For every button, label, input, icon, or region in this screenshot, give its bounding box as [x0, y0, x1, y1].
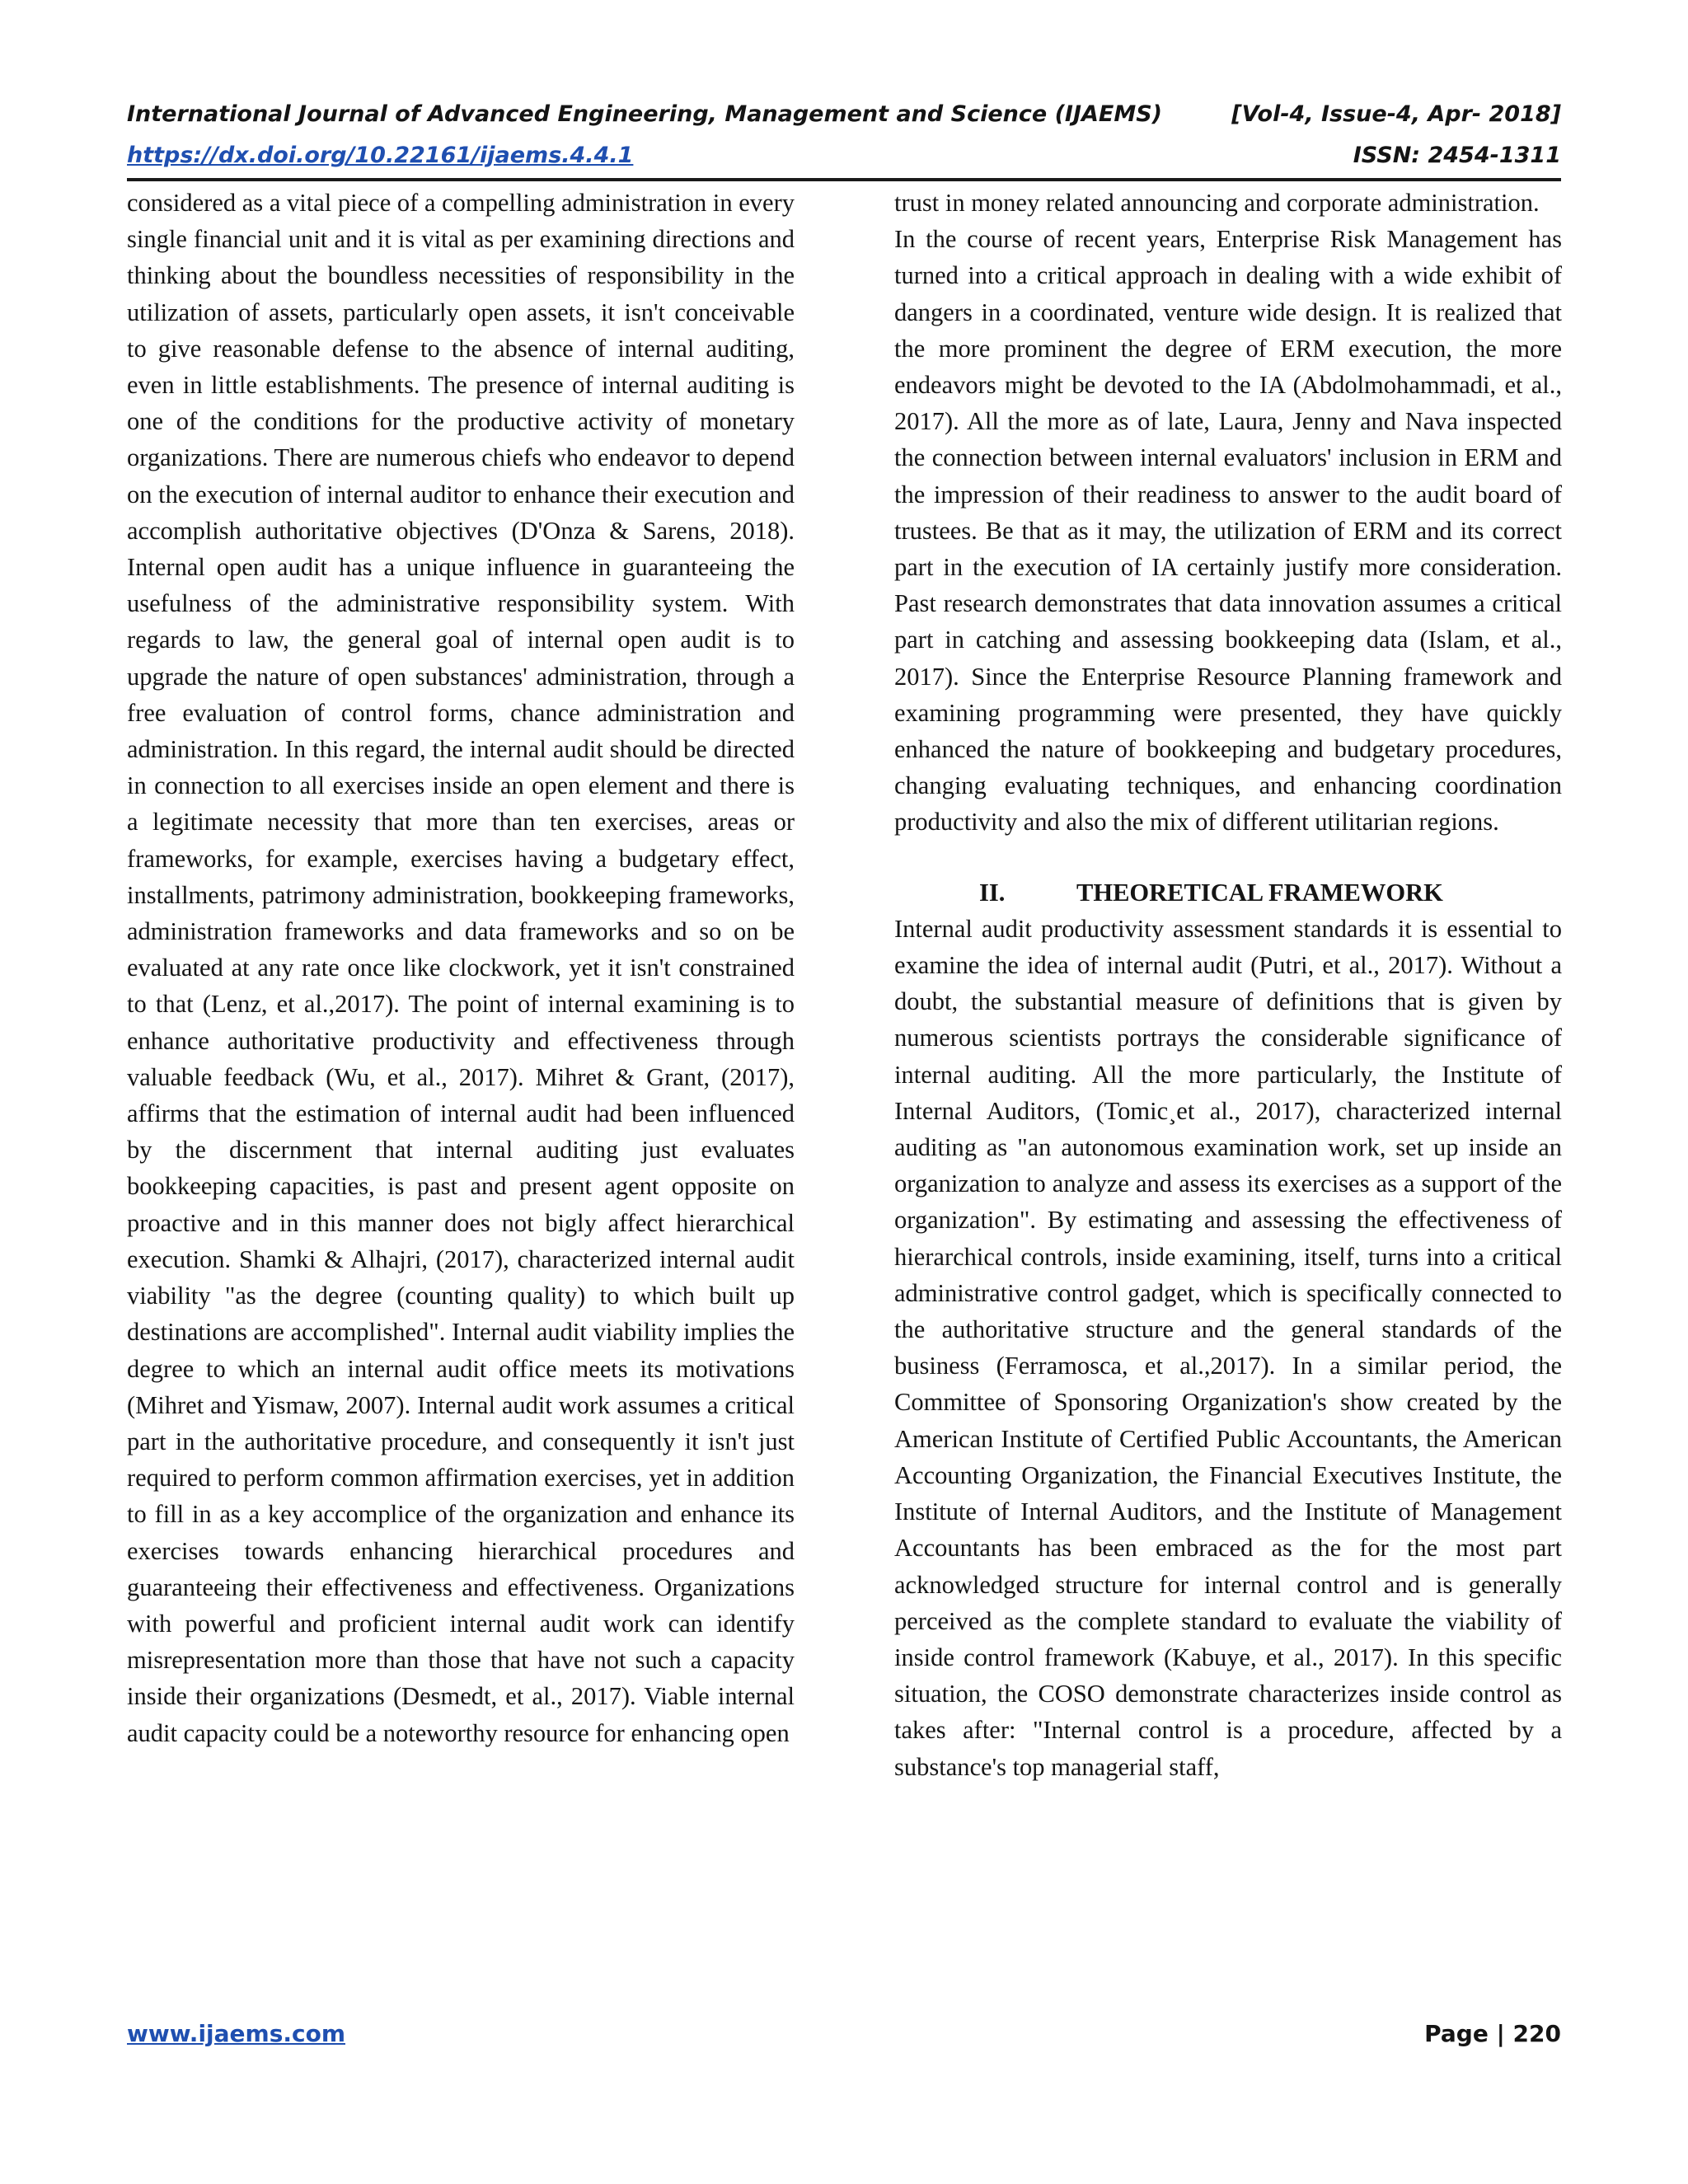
doi-header [127, 142, 1561, 170]
doi-link[interactable]: https://dx.doi.org/10.22161/ijaems.4.4.1 [127, 143, 634, 168]
body-paragraph: Internal audit productivity assessment standards it is essential to examine the idea of internal audit (Putri, et al., 2017). Without a doubt, the substantial measure of definitions that is given by numerous scientists portrays the considerable significance of internal auditing. All the more particularly, the Institute of Internal Auditors, (Tomic¸et al., 2017), characterized internal auditing as "an autonomous examination work, set up inside an organization to analyze and assess its exercises as a support of the organization". By estimating and assessing the effectiveness of hierarchical controls, inside examining, itself, turns into a critical administrative control gadget, which is specifically connected to the authoritative structure and the general standards of the business (Ferramosca, et al.,2017). In a similar period, the Committee of Sponsoring Organization's show created by the American Institute of Certified Public Accountants, the American Accounting Organization, the Financial Executives Institute, the Institute of Internal Auditors, and the Institute of Management Accountants has been embraced as the for the most part acknowledged structure for internal control and is generally perceived as the complete standard to evaluate the viability of inside control framework (Kabuye, et al., 2017). In this specific situation, the COSO demonstrate characterizes inside control as takes after: "Internal control is a procedure, affected by a substance's top managerial staff, [894, 914, 1562, 1781]
page-footer [127, 2019, 1561, 2049]
issue-info: [Vol-4, Issue-4, Apr- 2018] [1231, 101, 1561, 127]
website-link[interactable]: www.ijaems.com [127, 2020, 346, 2047]
journal-title: International Journal of Advanced Engineering, Management and Science (IJAEMS) [127, 101, 1163, 127]
body-paragraph: In the course of recent years, Enterprise Risk Management has turned into a critical approach in dealing with a wide exhibit of dangers in a coordinated, venture wide design. It is realized that the more prominent the degree of ERM execution, the more endeavors might be devoted to the IA (Abdolmohammadi, et al., 2017). All the more as of late, Laura, Jenny and Nava inspected the connection between internal evaluators' inclusion in ERM and the impression of their readiness to answer to the audit board of trustees. Be that as it may, the utilization of ERM and its correct part in the execution of IA certainly justify more consideration. Past research demonstrates that data innovation assumes a critical part in catching and assessing bookkeeping data (Islam, et al., 2017). Since the Enterprise Resource Planning framework and examining programming were presented, they have quickly enhanced the nature of bookkeeping and budgetary procedures, changing evaluating techniques, and enhancing coordination productivity and also the mix of different utilitarian regions. [894, 225, 1562, 837]
right-column [894, 185, 1562, 1785]
section-number: II. [979, 878, 1006, 907]
left-column [127, 185, 795, 1751]
header-rule [127, 178, 1561, 181]
page-number: Page | 220 [1424, 2020, 1561, 2047]
issn-label: ISSN: 2454-1311 [1353, 143, 1561, 168]
body-paragraph: trust in money related announcing and corporate administration. [894, 189, 1540, 217]
journal-header [127, 101, 1561, 129]
section-title: THEORETICAL FRAMEWORK [1076, 878, 1443, 907]
body-paragraph: considered as a vital piece of a compelling administration in every single financial unit and it is vital as per examining directions and thinking about the boundless necessities of responsibility in the utilization of assets, particularly open assets, it isn't conceivable to give reasonable defense to the absence of internal auditing, even in little establishments. The presence of internal auditing is one of the conditions for the productive activity of monetary organizations. There are numerous chiefs who endeavor to depend on the execution of internal auditor to enhance their execution and accomplish authoritative objectives (D'Onza & Sarens, 2018). Internal open audit has a unique influence in guaranteeing the usefulness of the administrative responsibility system. With regards to law, the general goal of internal open audit is to upgrade the nature of open substances' administration, through a free evaluation of control forms, chance administration and administration. In this regard, the internal audit should be directed in connection to all exercises inside an open element and there is a legitimate necessity that more than ten exercises, areas or frameworks, for example, exercises having a budgetary effect, installments, patrimony administration, bookkeeping frameworks, administration frameworks and data frameworks and so on be evaluated at any rate once like clockwork, yet it isn't constrained to that (Lenz, et al.,2017). The point of internal examining is to enhance authoritative productivity and effectiveness through valuable feedback (Wu, et al., 2017). Mihret & Grant, (2017), affirms that the estimation of internal audit had been influenced by the discernment that internal auditing just evaluates bookkeeping capacities, is past and present agent opposite on proactive and in this manner does not bigly affect hierarchical execution. Shamki & Alhajri, (2017), characterized internal audit viability "as the degree (counting quality) to which built up destinations are accomplished". Internal audit viability implies the degree to which an internal audit office meets its motivations (Mihret and Yismaw, 2007). Internal audit work assumes a critical part in the authoritative procedure, and consequently it isn't just required to perform common affirmation exercises, yet in addition to fill in as a key accomplice of the organization and enhance its exercises towards enhancing hierarchical procedures and guaranteeing their effectiveness and effectiveness. Organizations with powerful and proficient internal audit work can identify misrepresentation more than those that have not such a capacity inside their organizations (Desmedt, et al., 2017). Viable internal audit capacity could be a noteworthy resource for enhancing open [127, 189, 795, 1747]
section-heading [894, 874, 1562, 911]
